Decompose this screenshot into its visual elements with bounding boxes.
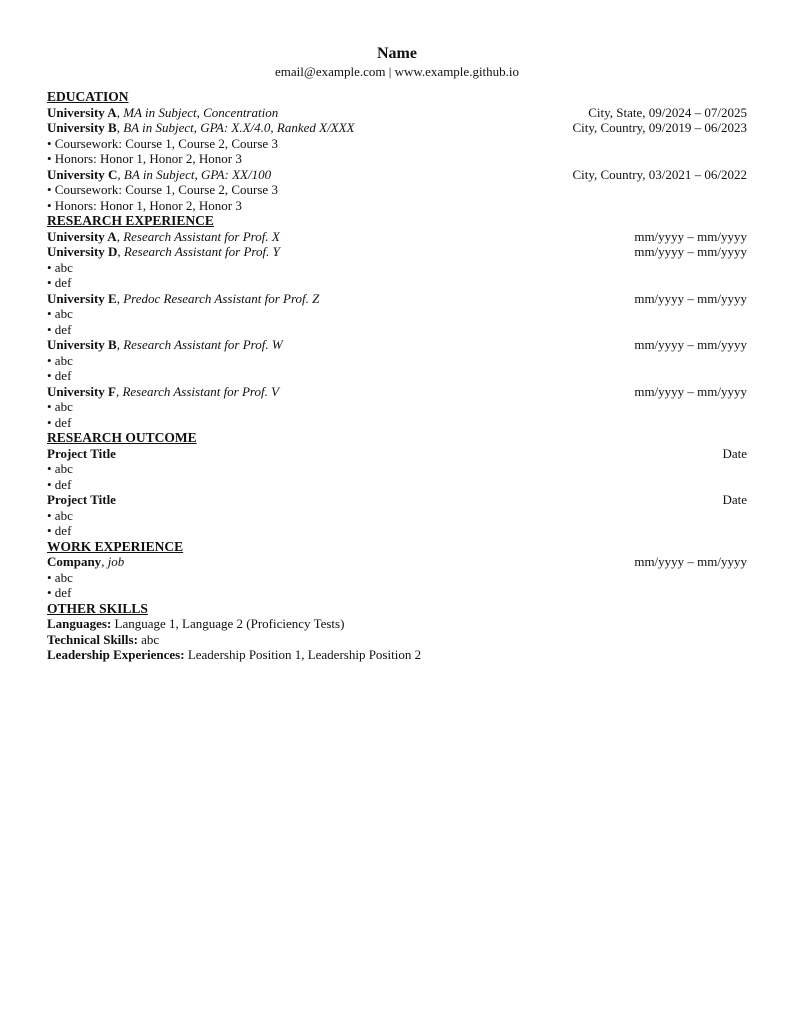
bullet-item: • def: [47, 585, 72, 600]
bullet-item: • Honors: Honor 1, Honor 2, Honor 3: [47, 197, 242, 213]
section-title-outcome: RESEARCH OUTCOME: [47, 430, 197, 445]
degree-detail: MA in Subject, Concentration: [123, 104, 279, 120]
project-date: Date: [722, 445, 747, 461]
school-name: University C: [47, 166, 118, 182]
separator: ,: [101, 554, 108, 569]
date-range: mm/yyyy – mm/yyyy: [634, 244, 747, 259]
separator: ,: [116, 337, 124, 352]
separator: ,: [116, 228, 124, 244]
separator: ,: [116, 120, 124, 135]
role: Predoc Research Assistant for Prof. Z: [123, 290, 320, 306]
bullet-item: • def: [47, 476, 72, 492]
bullet-item: • abc: [47, 399, 73, 414]
skill-value: Leadership Position 1, Leadership Position 2: [184, 647, 422, 662]
location-date: City, Country, 09/2019 – 06/2023: [572, 120, 747, 135]
role: Research Assistant for Prof. V: [122, 383, 280, 399]
skill-value: Language 1, Language 2 (Proficiency Tests): [111, 616, 345, 631]
degree-detail: BA in Subject, GPA: X.X/4.0, Ranked X/XXX: [123, 120, 355, 135]
separator: ,: [116, 290, 124, 306]
person-name: Name: [377, 45, 417, 62]
outcome-entry: [47, 492, 747, 508]
research-entry: [47, 384, 747, 400]
section-title-research: RESEARCH EXPERIENCE: [47, 213, 214, 228]
research-entry: [47, 229, 747, 245]
separator: ,: [116, 104, 124, 120]
role: Research Assistant for Prof. W: [123, 337, 283, 352]
skill-row: [47, 647, 747, 663]
bullet-item: • def: [47, 368, 72, 383]
bullet-item: • Coursework: Course 1, Course 2, Course 3: [47, 135, 278, 151]
section-title-education: EDUCATION: [47, 89, 129, 104]
skill-label: Languages:: [47, 616, 112, 631]
research-entry: [47, 291, 747, 307]
degree-detail: BA in Subject, GPA: XX/100: [123, 166, 272, 182]
project-title: Project Title: [47, 492, 116, 507]
role: Research Assistant for Prof. Y: [123, 244, 280, 259]
section-title-skills: OTHER SKILLS: [47, 600, 148, 616]
date-range: mm/yyyy – mm/yyyy: [634, 383, 747, 399]
skill-row: [47, 632, 747, 648]
org-name: University F: [47, 383, 116, 399]
job-title: job: [107, 554, 125, 569]
school-name: University A: [47, 104, 117, 120]
location-date: City, State, 09/2024 – 07/2025: [588, 104, 747, 120]
bullet-item: • Coursework: Course 1, Course 2, Course 3: [47, 182, 278, 197]
bullet-item: • abc: [47, 569, 73, 585]
bullet-item: • abc: [47, 352, 73, 368]
org-name: University B: [47, 337, 117, 352]
org-name: University A: [47, 228, 117, 244]
section-title-work: WORK EXPERIENCE: [47, 538, 184, 554]
project-date: Date: [722, 492, 747, 507]
date-range: mm/yyyy – mm/yyyy: [634, 554, 747, 569]
bullet-item: • abc: [47, 461, 73, 476]
contact-line: email@example.com | www.example.github.io: [274, 64, 520, 79]
bullet-item: • abc: [47, 507, 73, 523]
separator: ,: [115, 383, 123, 399]
separator: ,: [117, 244, 124, 259]
bullet-item: • def: [47, 414, 72, 430]
bullet-item: • Honors: Honor 1, Honor 2, Honor 3: [47, 151, 242, 166]
separator: ,: [117, 166, 124, 182]
company-name: Company: [47, 554, 102, 569]
education-entry: [47, 105, 747, 121]
school-name: University B: [47, 120, 117, 135]
skill-value: abc: [137, 631, 160, 647]
org-name: University D: [47, 244, 118, 259]
education-entry: [47, 120, 747, 136]
resume-page: [47, 44, 747, 663]
bullet-item: • def: [47, 523, 72, 538]
education-entry: [47, 167, 747, 183]
research-entry: [47, 337, 747, 353]
location-date: City, Country, 03/2021 – 06/2022: [572, 166, 747, 182]
work-entry: [47, 554, 747, 570]
project-title: Project Title: [47, 445, 116, 461]
date-range: mm/yyyy – mm/yyyy: [634, 228, 747, 244]
resume-header: [47, 44, 747, 80]
role: Research Assistant for Prof. X: [123, 228, 280, 244]
outcome-entry: [47, 446, 747, 462]
bullet-item: • abc: [47, 306, 73, 321]
bullet-item: • def: [47, 275, 72, 290]
bullet-item: • def: [47, 321, 72, 337]
research-entry: [47, 244, 747, 260]
skill-label: Technical Skills:: [47, 631, 138, 647]
date-range: mm/yyyy – mm/yyyy: [634, 337, 747, 352]
skill-row: [47, 616, 747, 632]
org-name: University E: [47, 290, 117, 306]
date-range: mm/yyyy – mm/yyyy: [634, 290, 747, 306]
bullet-item: • abc: [47, 259, 73, 275]
skill-label: Leadership Experiences:: [47, 647, 185, 662]
